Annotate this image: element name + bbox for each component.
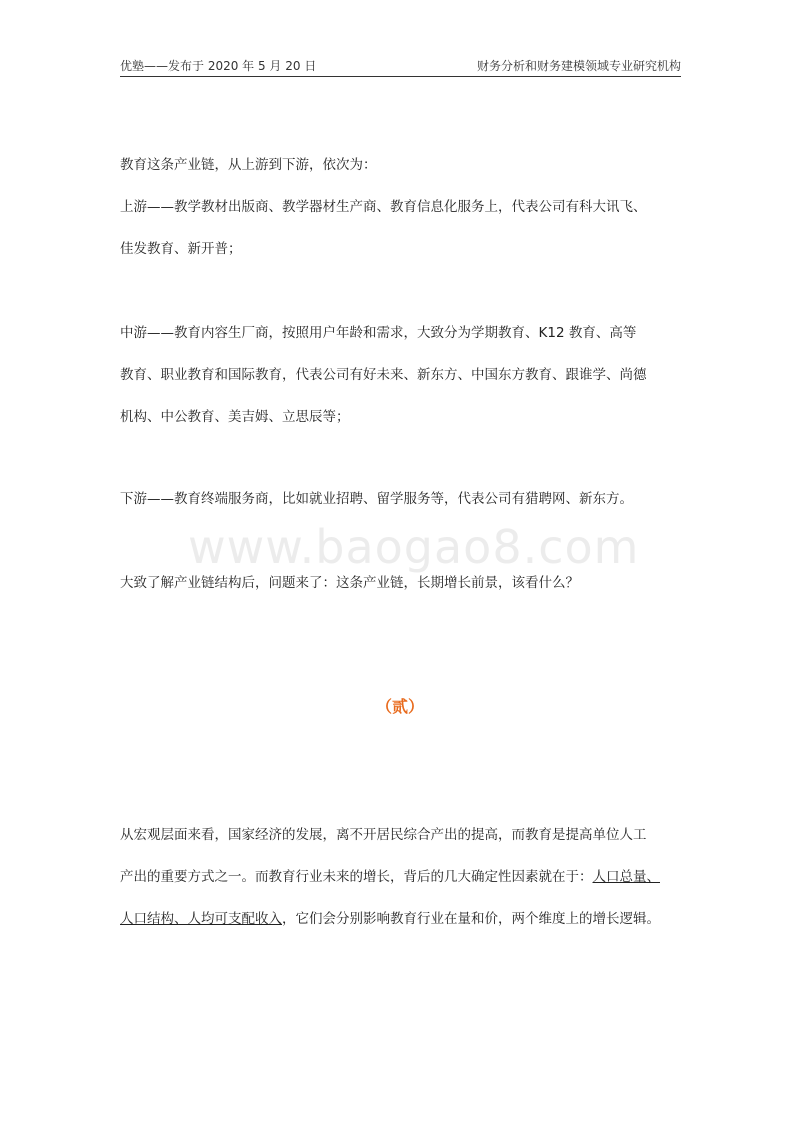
midstream-line-2: 教育、职业教育和国际教育，代表公司有好未来、新东方、中国东方教育、跟谁学、尚德: [120, 367, 647, 383]
header-org-tagline: 财务分析和财务建模领域专业研究机构: [476, 59, 681, 73]
question-line: 大致了解产业链结构后，问题来了：这条产业链，长期增长前景，该看什么？: [120, 575, 579, 591]
body-line-3: [120, 907, 685, 927]
intro-paragraph: 教育这条产业链，从上游到下游，依次为：: [120, 157, 377, 173]
section-title: （贰）: [375, 697, 424, 716]
underlined-keyword-population-total: 人口总量、: [592, 869, 660, 885]
underlined-keywords-structure-income: 人口结构、人均可支配收入: [120, 911, 282, 927]
downstream-line: 下游——教育终端服务商，比如就业招聘、留学服务等，代表公司有猎聘网、新东方。: [120, 491, 633, 507]
midstream-line-3: 机构、中公教育、美吉姆、立思辰等；: [120, 409, 350, 425]
header-publisher-date: 优塾——发布于 2020 年 5 月 20 日: [120, 59, 317, 73]
upstream-line-2: 佳发教育、新开普；: [120, 241, 242, 257]
upstream-line-1: 上游——教学教材出版商、教学器材生产商、教育信息化服务上，代表公司有科大讯飞、: [120, 199, 647, 215]
watermark-text: www.baogao8.com: [188, 520, 640, 574]
body-line-1: 从宏观层面来看，国家经济的发展，离不开居民综合产出的提高，而教育是提高单位人工: [120, 827, 647, 843]
page-header: [120, 54, 681, 77]
body-line-3-text: ，它们会分别影响教育行业在量和价，两个维度上的增长逻辑。: [282, 911, 660, 927]
midstream-line-1: 中游——教育内容生厂商，按照用户年龄和需求，大致分为学期教育、K12 教育、高等: [120, 325, 637, 341]
body-line-2: [120, 865, 685, 885]
body-line-2-text: 产出的重要方式之一。而教育行业未来的增长，背后的几大确定性因素就在于：: [120, 869, 593, 885]
